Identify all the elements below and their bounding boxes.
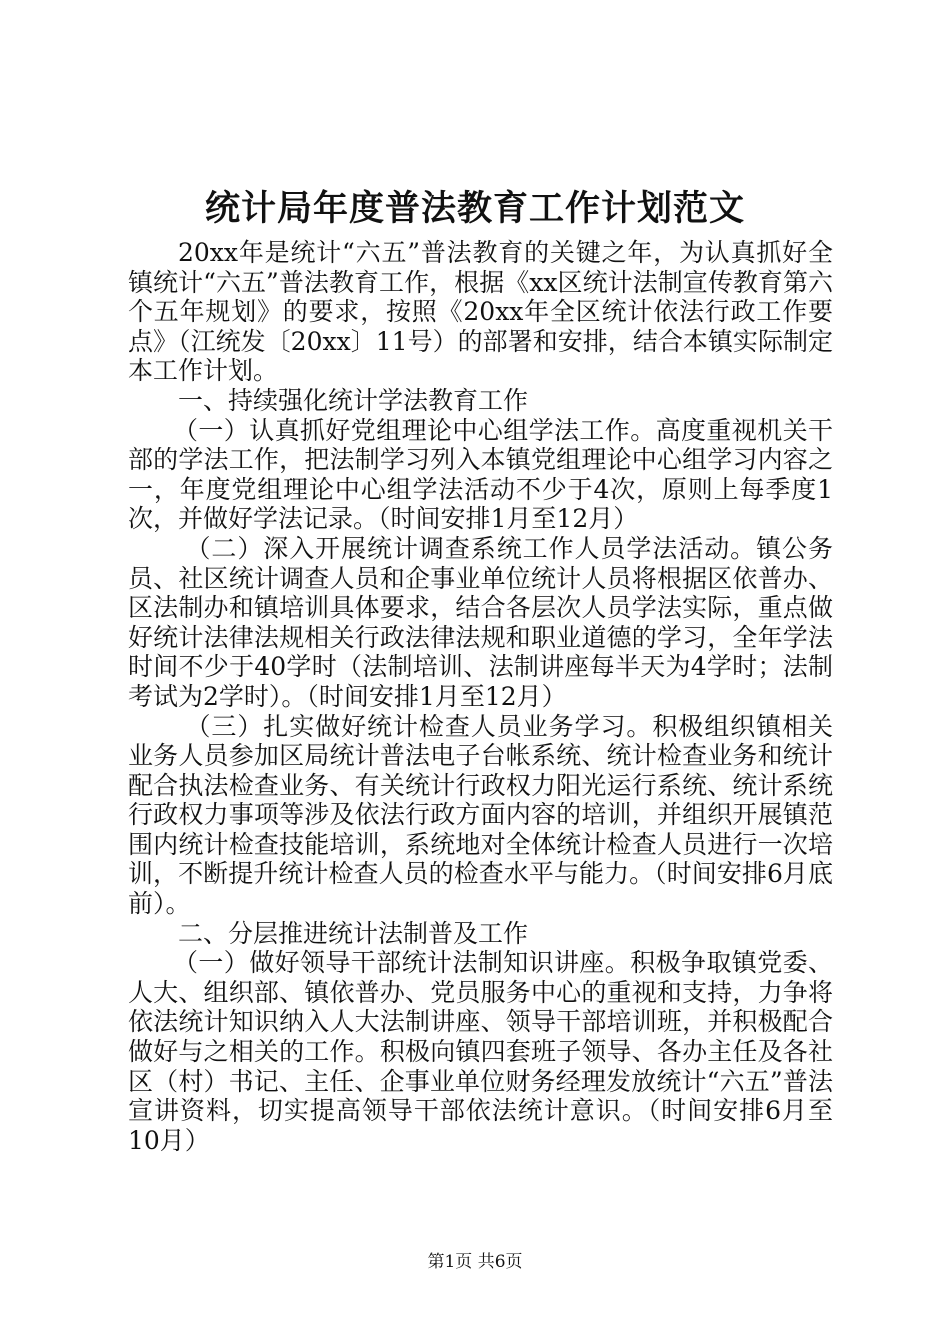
page-number: 第1页 共6页 (427, 1252, 523, 1272)
paragraph-1-3: （三）扎实做好统计检查人员业务学习。积极组织镇相关业务人员参加区局统计普法电子台帐系统、统计检查业务和统计配合执法检查业务、有关统计行政权力阳光运行系统、统计系统行政权力事项等涉及依法行政方面内容的培训，并组织开展镇范围内统计检查技能培训，系统地对全体统计检查人员进行一次培训，不断提升统计检查人员的检查水平与能力。（时间安排6月底前）。 (128, 711, 833, 919)
paragraph-2-1: （一）做好领导干部统计法制知识讲座。积极争取镇党委、人大、组织部、镇依普办、党员服务中心的重视和支持，力争将依法统计知识纳入人大法制讲座、领导干部培训班，并积极配合做好与之相关的工作。积极向镇四套班子领导、各办主任及各社区（村）书记、主任、企事业单位财务经理发放统计“六五”普法宣讲资料，切实提高领导干部依法统计意识。（时间安排6月至10月） (128, 948, 833, 1155)
document-title: 统计局年度普法教育工作计划范文 (204, 188, 745, 229)
paragraph-1-1: （一）认真抓好党组理论中心组学法工作。高度重视机关干部的学法工作，把法制学习列入本镇党组理论中心组学习内容之一，年度党组理论中心组学法活动不少于4次，原则上每季度1次，并做好学法记录。（时间安排1月至12月） (128, 415, 833, 534)
section-heading-2: 二、分层推进统计法制普及工作 (178, 918, 529, 948)
paragraph-1-2: （二）深入开展统计调查系统工作人员学法活动。镇公务员、社区统计调查人员和企事业单位统计人员将根据区依普办、区法制办和镇培训具体要求，结合各层次人员学法实际，重点做好统计法律法规相关行政法律法规和职业道德的学习，全年学法时间不少于40学时（法制培训、法制讲座每半天为4学时；法制考试为2学时）。（时间安排1月至12月） (128, 533, 833, 711)
section-heading-1: 一、持续强化统计学法教育工作 (178, 385, 529, 415)
document-body (128, 238, 833, 1155)
intro-paragraph: 20xx年是统计“六五”普法教育的关键之年，为认真抓好全镇统计“六五”普法教育工作，根据《xx区统计法制宣传教育第六个五年规划》的要求，按照《20xx年全区统计依法行政工作要点》（江统发〔20xx〕11号）的部署和安排，结合本镇实际制定本工作计划。 (128, 238, 833, 386)
